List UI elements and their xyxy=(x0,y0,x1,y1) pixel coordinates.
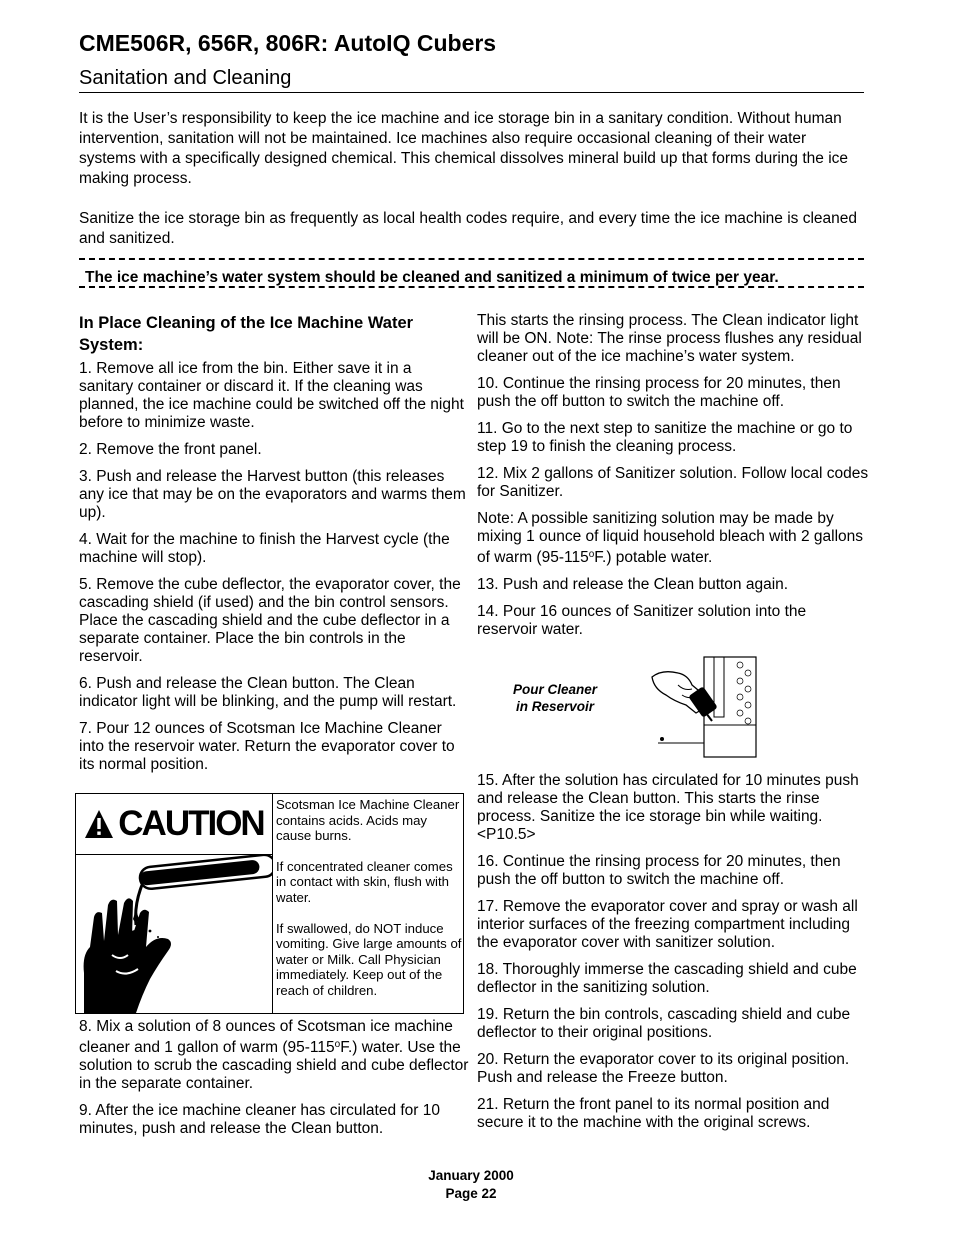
page-title: CME506R, 656R, 806R: AutoIQ Cubers xyxy=(79,30,497,56)
sanitizer-note: Note: A possible sanitizing solution may be made by mixing 1 ounce of liquid household bleach with 2 gallons of warm (95-115$^o$F.) potable water. xyxy=(477,510,864,566)
caution-acids: Scotsman Ice Machine Cleaner contains acids. Acids may cause burns. xyxy=(276,797,460,844)
step-16: 16. Continue the rinsing process for 20 minutes, then push the off button to switch the machine off. xyxy=(477,853,841,888)
notice-box xyxy=(79,258,864,288)
step-9: 9. After the ice machine cleaner has circulated for 10 minutes, push and release the Clean button. xyxy=(79,1102,441,1137)
section-title: Sanitation and Cleaning xyxy=(79,67,292,89)
step-11: 11. Go to the next step to sanitize the machine or go to step 19 to finish the cleaning process. xyxy=(477,420,853,455)
pour-cleaner-illustration xyxy=(648,655,760,759)
step-8: 8. Mix a solution of 8 ounces of Scotsman ice machine cleaner and 1 gallon of warm (95-115$^o$F.) water. Use the solution to scrub the cascading shield and cube deflector in the separate container. xyxy=(79,1018,469,1092)
step-4: 4. Wait for the machine to finish the Harvest cycle (the machine will stop). xyxy=(79,531,450,566)
step-14: 14. Pour 16 ounces of Sanitizer solution into the reservoir water. xyxy=(477,603,807,638)
step-20: 20. Return the evaporator cover to its original position. Push and release the Freeze button. xyxy=(477,1051,850,1086)
acid-burn-illustration xyxy=(76,855,273,1013)
step-17: 17. Remove the evaporator cover and spray or wash all interior surfaces of the freezing compartment including the evaporator cover with sanitizer solution. xyxy=(477,898,858,951)
caution-skin: If concentrated cleaner comes in contact with skin, flush with water. xyxy=(276,858,453,905)
step-15: 15. After the solution has circulated for 10 minutes push and release the Clean button. This starts the rinse process. Sanitize the ice storage bin while waiting.<P10.5> xyxy=(477,772,859,843)
step-9-continued: This starts the rinsing process. The Clean indicator light will be ON. Note: The rinse process flushes any residual cleaner out of the ice machine’s water system. xyxy=(477,312,862,365)
intro-paragraph-sanitize-bin: Sanitize the ice storage bin as frequently as local health codes require, and every time the ice machine is cleaned and sanitized. xyxy=(79,210,858,247)
step-2: 2. Remove the front panel. xyxy=(79,441,262,458)
left-column xyxy=(79,312,469,783)
page-footer xyxy=(400,1167,542,1203)
caution-swallow: If swallowed, do NOT induce vomiting. Give large amounts of water or Milk. Call Physician immediately. Keep out of the reach of children. xyxy=(276,920,462,998)
step-7: 7. Pour 12 ounces of Scotsman Ice Machine Cleaner into the reservoir water. Return the evaporator cover to its normal position. xyxy=(79,720,455,773)
step-3: 3. Push and release the Harvest button (this releases any ice that may be on the evaporators and warms them up). xyxy=(79,468,466,521)
notice-dash-bottom xyxy=(79,286,864,288)
step-19: 19. Return the bin controls, cascading shield and cube deflector to their original positions. xyxy=(477,1006,851,1041)
hand-acid-icon xyxy=(76,855,272,1013)
right-column-bottom xyxy=(477,772,869,1141)
footer-date: January 2000 xyxy=(428,1168,514,1183)
caution-header xyxy=(76,794,273,855)
caution-label: CAUTION xyxy=(118,804,264,843)
notice-text: The ice machine’s water system should be cleaned and sanitized a minimum of twice per year. xyxy=(85,269,779,286)
step-6: 6. Push and release the Clean button. The Clean indicator light will be blinking, and the pump will restart. xyxy=(79,675,457,710)
step-13: 13. Push and release the Clean button again. xyxy=(477,576,789,593)
cleaning-heading: In Place Cleaning of the Ice Machine Water System: xyxy=(79,314,414,354)
step-10: 10. Continue the rinsing process for 20 minutes, then push the off button to switch the machine off. xyxy=(477,375,841,410)
intro-paragraph-responsibility: It is the User’s responsibility to keep the ice machine and ice storage bin in a sanitary condition. Without human intervention, sanitation will not be maintained. Ice machines also require occasional cleaning of their water systems with a specifically designed chemical. This chemical dissolves mineral build up that forms during the ice making process. xyxy=(79,110,849,187)
step-21: 21. Return the front panel to its normal position and secure it to the machine with the original screws. xyxy=(477,1096,830,1131)
left-column-bottom xyxy=(79,1018,469,1147)
caution-box xyxy=(75,793,464,1014)
notice-dash-top xyxy=(79,258,864,260)
step-5: 5. Remove the cube deflector, the evaporator cover, the cascading shield (if used) and the bin control sensors. Place the cascading shield and the cube deflector in a separate container. Place the bin controls in the reservoir. xyxy=(79,576,461,665)
caution-text xyxy=(276,797,464,1014)
step-12: 12. Mix 2 gallons of Sanitizer solution. Follow local codes for Sanitizer. xyxy=(477,465,869,500)
degree-mark: o xyxy=(588,549,595,560)
warning-triangle-icon xyxy=(84,809,114,839)
header-rule xyxy=(79,92,864,93)
step-1: 1. Remove all ice from the bin. Either save it in a sanitary container or discard it. If the cleaning was planned, the ice machine could be switched off the night before to minimize waste. xyxy=(79,360,464,431)
step-18: 18. Thoroughly immerse the cascading shield and cube deflector in the sanitizing solution. xyxy=(477,961,857,996)
footer-page-number: Page 22 xyxy=(445,1186,497,1201)
right-column xyxy=(477,312,869,648)
pour-cleaner-caption: Pour Cleaner in Reservoir xyxy=(512,682,598,714)
degree-mark: o xyxy=(334,1039,341,1050)
